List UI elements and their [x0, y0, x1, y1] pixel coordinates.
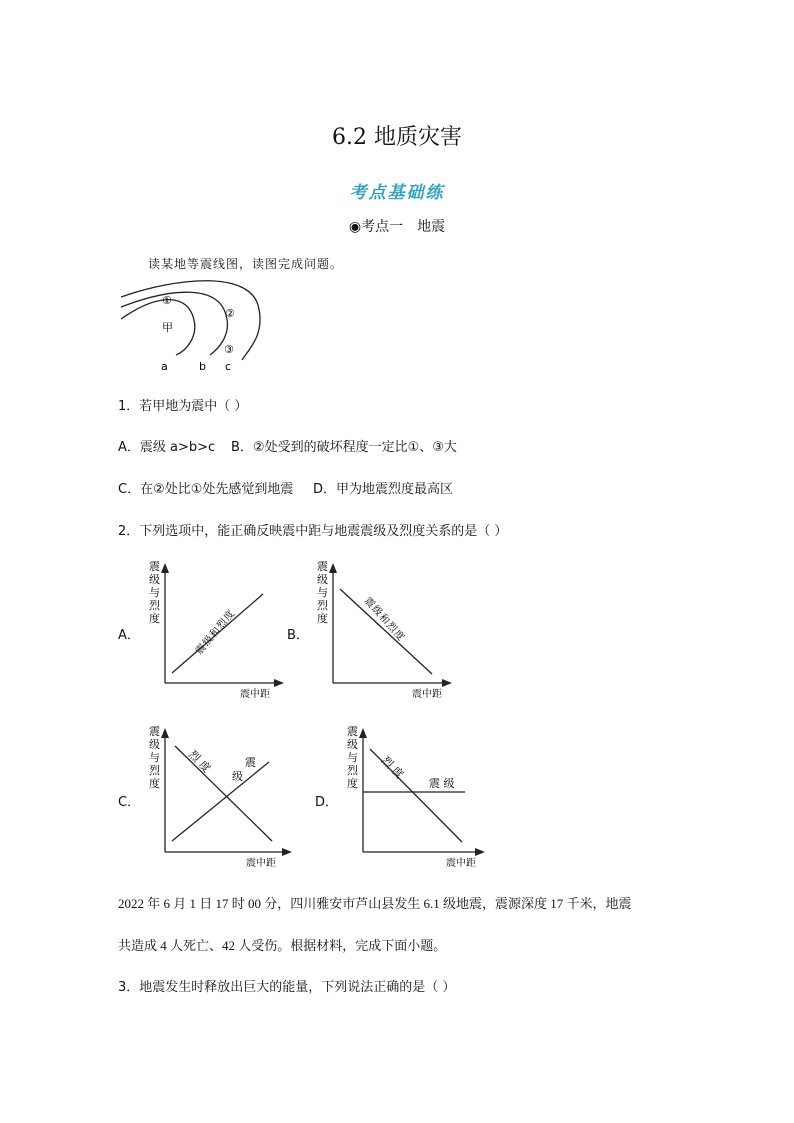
graph-c-line2-label-a: 震: [245, 756, 256, 769]
graph-d-xlabel: 震中距: [446, 858, 476, 869]
graph-c-line1-label: 烈 度: [185, 747, 214, 776]
graph-d-line1-label: 烈 度: [378, 753, 407, 782]
graph-a-ylabel-1: 震: [149, 560, 160, 573]
graph-a-line-label: 震级和烈度: [193, 607, 238, 657]
kaodian-label: 考点一: [361, 219, 404, 235]
circle-label-1: ①: [162, 294, 172, 307]
circle-label-2: ②: [225, 307, 235, 320]
kaodian-heading: [0, 216, 794, 236]
isoseismal-map: [118, 275, 278, 375]
line-label-b: b: [199, 360, 206, 373]
graph-a-ylabel-4: 烈: [149, 599, 160, 612]
material-line-1: 2022 年 6 月 1 日 17 时 00 分，四川雅安市芦山县发生 6.1 级地震，震源深度 17 千米，地震: [118, 896, 632, 911]
graph-b-xlabel: 震中距: [412, 689, 442, 700]
q2-option-c: C．: [118, 795, 141, 810]
center-label: 甲: [162, 321, 173, 334]
graph-d-ylabel-4: 烈: [347, 764, 358, 777]
graph-c-line2-label-b: 级: [232, 770, 243, 783]
graph-b-ylabel-5: 度: [317, 612, 328, 625]
graph-b: [308, 555, 458, 700]
section-heading: 考点基础练: [349, 183, 445, 203]
graph-c-ylabel-5: 度: [149, 777, 160, 790]
intro-text: 读某地等震线图，读图完成问题。: [148, 257, 344, 271]
graph-c-xlabel: 震中距: [246, 858, 276, 869]
graph-a-ylabel-2: 级: [149, 573, 160, 586]
q2-option-a: A．: [118, 628, 140, 643]
line-label-c: c: [225, 360, 232, 373]
graph-c-ylabel-4: 烈: [149, 764, 160, 777]
graph-c-ylabel-2: 级: [149, 738, 160, 751]
graph-b-line-label: 震级和烈度: [361, 595, 407, 644]
q1-option-a: A．震级 a>b>c: [118, 440, 216, 455]
q2-stem: 2．下列选项中，能正确反映震中距与地震震级及烈度关系的是（ ）: [118, 524, 508, 539]
graph-a-ylabel-5: 度: [149, 612, 160, 625]
q1-option-d: D．甲为地震烈度最高区: [313, 482, 454, 497]
graph-d-ylabel-3: 与: [347, 751, 358, 764]
q2-option-d: D．: [315, 795, 339, 810]
q1-stem: 1．若甲地为震中（ ）: [118, 399, 248, 414]
graph-a-xlabel: 震中距: [240, 689, 270, 700]
graph-b-ylabel-3: 与: [317, 586, 328, 599]
graph-d-line2-label: 震 级: [429, 777, 455, 790]
graph-d-ylabel-1: 震: [347, 725, 358, 738]
graph-c-ylabel-3: 与: [149, 751, 160, 764]
graph-d-ylabel-2: 级: [347, 738, 358, 751]
q3-stem: 3．地震发生时释放出巨大的能量，下列说法正确的是（ ）: [118, 980, 456, 995]
kaodian-topic: 地震: [417, 219, 446, 235]
circle-label-3: ③: [224, 343, 234, 356]
line-label-a: a: [161, 360, 168, 373]
graph-b-ylabel-4: 烈: [317, 599, 328, 612]
graph-b-ylabel-1: 震: [317, 560, 328, 573]
kaodian-marker: ◉: [348, 219, 362, 235]
page-title: 6.2 地质灾害: [332, 125, 462, 150]
graph-c-ylabel-1: 震: [149, 725, 160, 738]
isoseismal-line-b: [121, 292, 227, 355]
graph-c: [140, 718, 300, 870]
graph-d-ylabel-5: 度: [347, 777, 358, 790]
q2-option-b: B．: [287, 628, 309, 643]
graph-b-line: [340, 589, 432, 674]
graph-a: [140, 555, 290, 700]
graph-a-ylabel-3: 与: [149, 586, 160, 599]
material-line-2: 共造成 4 人死亡、42 人受伤。根据材料，完成下面小题。: [118, 938, 447, 953]
graph-d: [338, 718, 493, 870]
graph-c-magnitude-line: [172, 762, 269, 841]
q1-option-b: B．②处受到的破坏程度一定比①、③大: [231, 440, 457, 455]
isoseismal-line-a: [121, 300, 195, 355]
graph-b-ylabel-2: 级: [317, 573, 328, 586]
q1-option-c: C．在②处比①处先感觉到地震: [118, 482, 294, 497]
